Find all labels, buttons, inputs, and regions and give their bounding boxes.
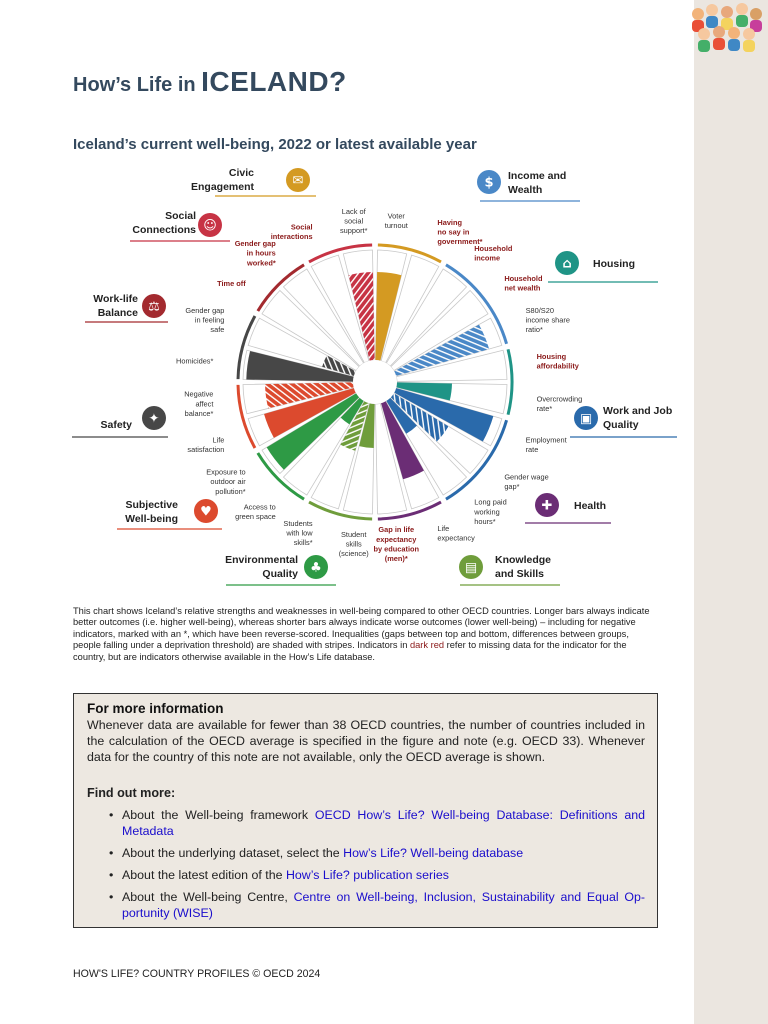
indicator-label: S80/S20 income share ratio* — [525, 306, 570, 335]
svg-text:♣: ♣ — [310, 560, 322, 576]
scales-icon — [142, 294, 166, 318]
find-out-more-heading: Find out more: — [87, 786, 176, 800]
heart-icon — [194, 499, 218, 523]
indicator-label: Employment rate — [525, 435, 567, 455]
list-item-text: About the latest edition of the — [122, 868, 286, 882]
page-footer: HOW'S LIFE? COUNTRY PROFILES © OECD 2024 — [73, 968, 321, 980]
dimension-title: Work-life Balance — [93, 293, 138, 319]
caption-part-2: refer to missing data for the indicator for the country, but are indicators otherwise available in the How’s Life database. — [73, 640, 627, 662]
dimension-title: Environmental Quality — [225, 554, 298, 580]
wheel-hub — [353, 360, 397, 404]
svg-text:⌂: ⌂ — [562, 256, 572, 272]
indicator-label: Overcrowding rate* — [536, 394, 583, 414]
list-item-text: About the Well-being Centre, — [122, 890, 294, 904]
indicator-label: Lack of social support* — [339, 206, 368, 235]
dimension-title: Housing — [593, 258, 635, 270]
info-body: Whenever data are available for fewer than 38 OECD countries, the number of countries included in the calculation of the OECD average is specified in the figure and note (e.g. OECD 33). Whenever data for the country of this note are not available, only the OECD average is shown. — [87, 718, 645, 764]
indicator-label: Gender gap in feeling safe — [185, 306, 225, 335]
dimension-worklife — [85, 293, 168, 322]
indicator-label: Having no say in government* — [437, 217, 483, 247]
svg-text:♥: ♥ — [200, 504, 212, 520]
more-information-box — [73, 693, 658, 928]
indicator-label: Long paid working hours* — [474, 497, 507, 526]
indicator-label: Time off — [217, 278, 246, 288]
indicator-label: Life expectancy — [437, 523, 475, 543]
running-figure-icon — [142, 406, 166, 430]
definitions-metadata-link[interactable]: OECD How’s Life? Well-being Database: Definitions and Metadata — [122, 808, 645, 838]
dimension-title: Health — [574, 500, 607, 512]
house-icon — [555, 251, 579, 275]
svg-text:⚖: ⚖ — [148, 299, 160, 315]
list-item — [122, 845, 645, 861]
dimension-environment — [225, 554, 336, 585]
list-item — [122, 807, 645, 839]
indicator-label: Student skills (science) — [338, 530, 369, 559]
caption-part-1: This chart shows Iceland’s relative strengths and weaknesses in well-being compared to other OECD countries. Longer bars always indicate better outcomes (i.e. higher well-being), whereas shorter bars always indicate worse outcomes (lower well-being) – including for negative indicators, marked with an *, which have been reverse-scored. Inequalities (gaps between top and bottom, differences between groups, people falling under a deprivation threshold) are shaded with stripes. Indicators in — [73, 606, 650, 651]
title-prefix: How’s Life in — [73, 74, 202, 96]
list-item-text: About the Well-being framework — [122, 808, 315, 822]
dimension-safety — [72, 406, 168, 437]
indicator-label: Students with low skills* — [283, 518, 313, 548]
indicator-label: Household income — [474, 243, 513, 263]
dimension-title: Income and Wealth — [508, 170, 567, 196]
indicator-label: Gender wage gap* — [504, 472, 549, 492]
tree-icon — [304, 555, 328, 579]
dimension-title: Safety — [100, 419, 132, 431]
ballot-icon — [286, 168, 310, 192]
indicator-label: Housing affordability — [536, 351, 579, 371]
people-icon — [198, 213, 222, 237]
svg-text:✉: ✉ — [292, 173, 304, 189]
indicator-label: Access to green space — [235, 502, 276, 522]
svg-text:✚: ✚ — [541, 498, 553, 514]
well-being-database-link[interactable]: How’s Life? Well-being database — [343, 846, 524, 860]
book-icon — [459, 555, 483, 579]
svg-text:▤: ▤ — [464, 560, 478, 576]
info-heading: For more information — [87, 701, 224, 716]
dimension-health — [525, 493, 611, 523]
list-item-text: About the underlying dataset, select the — [122, 846, 344, 860]
dimension-housing — [548, 251, 658, 282]
indicator-label: Life satisfaction — [187, 435, 225, 455]
page-subtitle: Iceland’s current well-being, 2022 or latest available year — [73, 136, 477, 153]
indicator-label: Negative affect balance* — [184, 389, 214, 418]
dimension-title: Civic Engagement — [190, 167, 254, 193]
svg-text:☺: ☺ — [203, 218, 217, 234]
indicator-label: Homicides* — [176, 356, 214, 366]
dimension-income — [477, 170, 580, 201]
caption-dark-red: dark red — [409, 640, 445, 651]
dimension-subjective — [117, 499, 222, 529]
title-country: ICELAND? — [201, 66, 347, 97]
indicator-label: Social interactions — [270, 222, 313, 242]
dimension-civic — [191, 167, 316, 196]
money-icon — [477, 170, 501, 194]
briefcase-icon — [574, 406, 598, 430]
list-item — [122, 889, 645, 921]
indicator-bars — [243, 250, 507, 514]
indicator-label: Exposure to outdoor air pollution* — [206, 467, 246, 496]
dimension-social — [130, 210, 230, 241]
rim-housing — [508, 349, 512, 414]
indicator-label: Gender gap in hours worked* — [234, 239, 276, 268]
svg-text:$: $ — [484, 175, 494, 191]
dimension-title: Social Connections — [132, 210, 196, 236]
dimension-knowledge — [459, 554, 560, 585]
svg-text:✦: ✦ — [148, 411, 160, 427]
medical-cross-icon — [535, 493, 559, 517]
wise-centre-link[interactable]: Centre on Well-being, Inclusion, Sustainability and Equal Op-portunity (WISE) — [122, 890, 645, 920]
publication-series-link[interactable]: How’s Life? publication series — [285, 868, 449, 882]
indicator-label: Gap in life expectancy by education (men)* — [373, 525, 420, 564]
dimension-title: Work and Job Quality — [603, 405, 673, 431]
dimension-title: Knowledge and Skills — [495, 554, 552, 580]
find-out-more-list — [87, 807, 645, 921]
indicator-label: Voter turnout — [384, 211, 408, 231]
chart-caption — [73, 606, 659, 663]
dimension-work — [570, 405, 677, 437]
dimension-title: Subjective Well-being — [125, 499, 178, 525]
list-item — [122, 867, 645, 883]
indicator-label: Household net wealth — [504, 273, 543, 293]
svg-text:▣: ▣ — [579, 411, 593, 427]
